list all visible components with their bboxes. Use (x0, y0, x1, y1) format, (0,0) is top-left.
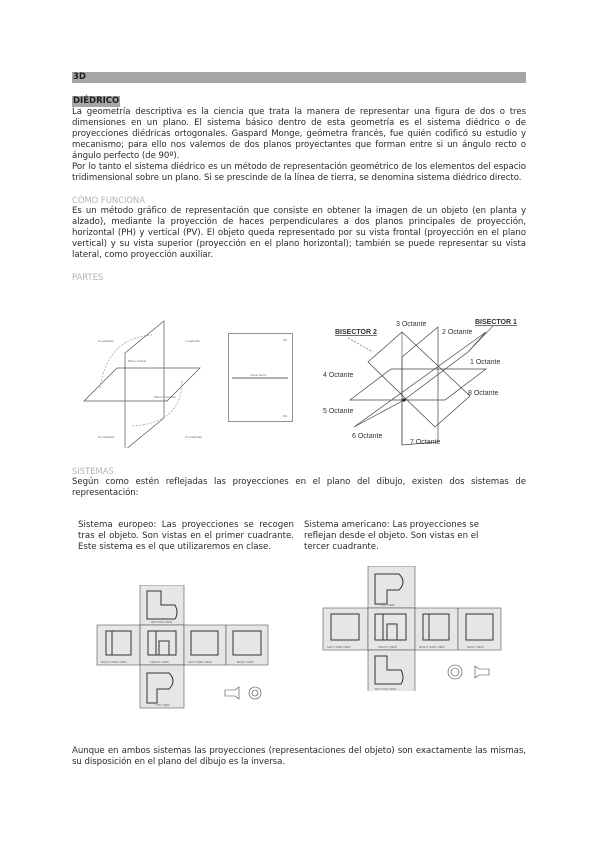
document-page (72, 72, 526, 283)
label-bottom-view: BOTTOM VIEW (151, 620, 173, 624)
label-left-side-view-us: LEFT SIDE VIEW (327, 645, 351, 649)
heading-partes: PARTES (72, 272, 104, 282)
paragraph-diedrico-2: Por lo tanto el sistema diédrico es un método de representación geométrico de los elementos del espacio tridimensional sobre un plano. Si se prescinde de la línea de tierra, se denomina sistema diédrico directo. (72, 162, 526, 183)
heading-como-funciona: CÓMO FUNCIONA (72, 195, 146, 205)
label-bottom-view-us: BOTTOM VIEW (375, 687, 397, 691)
section-sistemas (72, 466, 526, 499)
label-iv-cuadrante: IV cuadrante (185, 435, 203, 439)
label-top-view: TOP VIEW (155, 703, 170, 707)
figure-dihedral-planes (82, 318, 222, 448)
heading-sistemas: SISTEMAS (72, 466, 114, 476)
label-ii-cuadrante: II cuadrante (98, 339, 114, 343)
label-octante-2: 2 Octante (442, 329, 473, 336)
label-octante-8: 8 Octante (468, 390, 499, 397)
text-sistema-europeo: Sistema europeo: Las proyecciones se recogen tras el objeto. Son vistas en el primer cuadrante. Este sistema es el que utilizaremos en clase. (78, 520, 294, 552)
label-octante-4: 4 Octante (323, 372, 354, 379)
label-i-cuadrante: I cuadrante (185, 339, 201, 343)
label-top-view-us: TOP VIEW (380, 603, 395, 607)
paragraph-como-funciona: Es un método gráfico de representación que consiste en obtener la imagen de un objeto (en planta y alzado), mediante la proyección de haces perpendiculares a dos planos principales de proyección, horizontal (PH) y vertical (PV). El objeto queda representado por su vista frontal (proyección en el plano vertical) y su vista superior (proyección en el plano horizontal); también se puede representar su vista lateral, como proyección auxiliar. (72, 206, 526, 260)
label-octante-6: 6 Octante (352, 433, 383, 440)
figure-american-views (315, 566, 505, 691)
label-bisector-2: BISECTOR 2 (335, 329, 377, 336)
section-header-3d: 3D (72, 72, 526, 83)
text-sistema-americano: Sistema americano: Las proyecciones se reflejan desde el objeto. Son vistas en el tercer cuadrante. (304, 520, 480, 552)
figure-octants (318, 312, 528, 452)
label-right-side-view-us: RIGHT SIDE VIEW (419, 645, 445, 649)
label-back-view-us: BACK VIEW (467, 645, 484, 649)
label-octante-7: 7 Octante (410, 439, 441, 446)
label-front-view: FRONT VIEW (150, 660, 169, 664)
paragraph-diedrico-1: La geometría descriptiva es la ciencia que trata la manera de representar una figura de dos o tres dimensiones en un plano. El sistema básico dentro de esta geometría es el sistema diédrico o de proyecciones diédricas ortogonales. Gaspard Monge, geómetra francés, fue quién codificó su estudio y mecanismo; para ello nos valemos de dos planos proyectantes que forman entre si un ángulo recto o ángulo perfecto (de 90º). (72, 107, 526, 161)
label-back-view: BACK VIEW (237, 660, 254, 664)
label-left-side-view: LEFT SIDE VIEW (188, 660, 212, 664)
heading-diedrico: DIÉDRICO (73, 96, 120, 106)
figure-linea-tierra (228, 333, 293, 423)
section-conclusion (72, 746, 526, 768)
label-linea-tierra: Línea Tierra (250, 373, 267, 377)
label-octante-5: 5 Octante (323, 408, 354, 415)
label-plano-vertical: Plano vertical (128, 359, 147, 363)
label-iii-cuadrante: III cuadrante (98, 435, 115, 439)
label-ph: PH (283, 414, 288, 418)
label-octante-1: 1 Octante (470, 359, 501, 366)
label-front-view-us: FRONT VIEW (378, 645, 397, 649)
label-plano-horizontal: Plano horizontal (154, 395, 176, 399)
paragraph-sistemas-intro: Según como estén reflejadas las proyecciones en el plano del dibujo, existen dos sistemas de representación: (72, 477, 526, 498)
label-pv: PV (283, 338, 288, 342)
paragraph-conclusion: Aunque en ambos sistemas las proyecciones (representaciones del objeto) son exactamente las mismas, su disposición en el plano del dibujo es la inversa. (72, 746, 526, 767)
figure-european-views (95, 585, 275, 710)
label-bisector-1: BISECTOR 1 (475, 319, 517, 326)
label-right-side-view: RIGHT SIDE VIEW (101, 660, 127, 664)
label-octante-3: 3 Octante (396, 321, 427, 328)
